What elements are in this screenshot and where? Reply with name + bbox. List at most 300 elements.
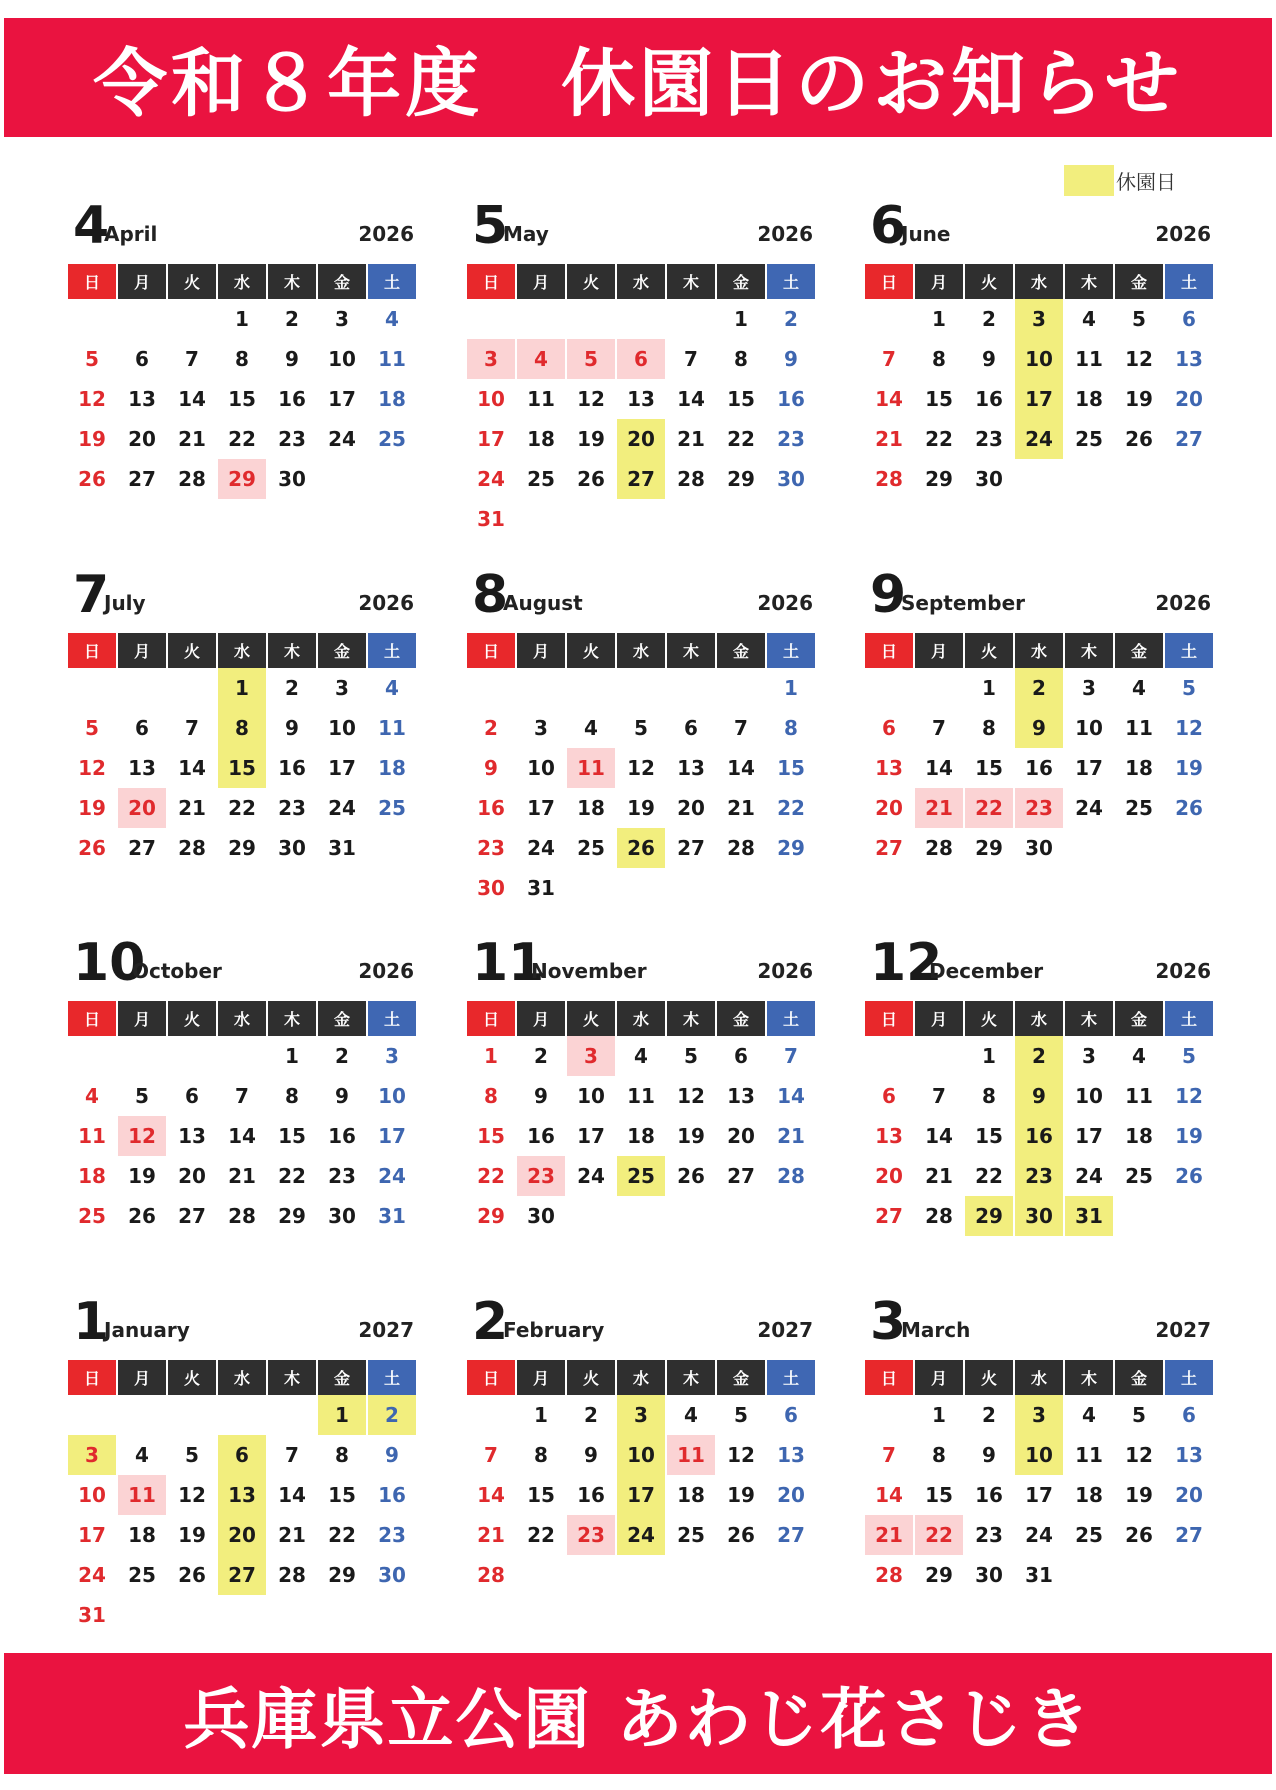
day-cell: 14: [777, 1084, 805, 1108]
day-cell: 19: [128, 1164, 156, 1188]
empty-cell: [865, 1395, 913, 1435]
day-cell: 8: [335, 1443, 349, 1467]
day-cell: 5: [634, 716, 648, 740]
day-cell: 5: [185, 1443, 199, 1467]
day-cell-closed: 2: [368, 1395, 416, 1435]
empty-cell: [865, 299, 913, 339]
day-cell: 20: [1175, 387, 1203, 411]
weekday-header: [68, 1001, 418, 1036]
day-cell: 23: [777, 427, 805, 451]
day-cell: 29: [218, 459, 266, 499]
day-cell: 8: [932, 1443, 946, 1467]
day-cell: 1: [734, 307, 748, 331]
day-cell-closed: 29: [965, 1196, 1013, 1236]
day-cell: 14: [875, 387, 903, 411]
day-cell: 17: [1075, 756, 1103, 780]
day-cell: 22: [915, 1515, 963, 1555]
day-cell: 7: [882, 347, 896, 371]
day-cell: 23: [328, 1164, 356, 1188]
weekday-label: 火: [168, 1360, 216, 1395]
weekday-label: 水: [1015, 264, 1063, 299]
day-cell-closed: 6: [218, 1435, 266, 1475]
empty-cell: [118, 299, 166, 339]
day-cell: 11: [1075, 1443, 1103, 1467]
day-cell: 11: [118, 1475, 166, 1515]
day-cell: 10: [1075, 716, 1103, 740]
day-grid: [467, 1395, 817, 1595]
month-number: 2: [472, 1292, 509, 1352]
day-cell: 27: [875, 1204, 903, 1228]
month-name: August: [503, 591, 583, 615]
day-cell: 30: [477, 876, 505, 900]
day-cell: 24: [477, 467, 505, 491]
empty-cell: [865, 1036, 913, 1076]
day-cell: 9: [584, 1443, 598, 1467]
weekday-label: 土: [1165, 1001, 1213, 1036]
day-cell: 26: [128, 1204, 156, 1228]
day-cell: 3: [1082, 676, 1096, 700]
weekday-label: 月: [915, 1360, 963, 1395]
day-grid: [865, 299, 1215, 499]
day-cell: 8: [784, 716, 798, 740]
weekday-label: 木: [1065, 264, 1113, 299]
day-cell: 14: [477, 1483, 505, 1507]
day-cell: 26: [1175, 796, 1203, 820]
weekday-label: 火: [965, 1001, 1013, 1036]
day-cell: 12: [727, 1443, 755, 1467]
day-cell-closed: 20: [218, 1515, 266, 1555]
weekday-label: 火: [168, 1001, 216, 1036]
day-cell: 13: [677, 756, 705, 780]
month-name: September: [901, 591, 1025, 615]
day-cell: 18: [128, 1523, 156, 1547]
month-header: [865, 935, 1215, 1001]
day-cell: 21: [727, 796, 755, 820]
weekday-label: 土: [368, 1001, 416, 1036]
day-cell: 16: [378, 1483, 406, 1507]
day-cell: 3: [567, 1036, 615, 1076]
day-cell: 11: [78, 1124, 106, 1148]
day-cell: 26: [727, 1523, 755, 1547]
day-cell: 20: [777, 1483, 805, 1507]
day-cell: 21: [228, 1164, 256, 1188]
day-cell: 15: [975, 756, 1003, 780]
weekday-label: 木: [667, 264, 715, 299]
day-cell: 11: [1125, 716, 1153, 740]
weekday-label: 月: [915, 264, 963, 299]
day-cell-closed: 10: [1015, 339, 1063, 379]
month-year: 2026: [757, 959, 813, 983]
month-year: 2026: [757, 222, 813, 246]
day-cell: 28: [875, 1563, 903, 1587]
day-cell: 20: [128, 427, 156, 451]
weekday-label: 水: [1015, 633, 1063, 668]
day-cell: 2: [335, 1044, 349, 1068]
day-cell: 20: [1175, 1483, 1203, 1507]
day-cell: 1: [932, 307, 946, 331]
empty-cell: [68, 299, 116, 339]
weekday-label: 木: [268, 264, 316, 299]
empty-cell: [168, 1395, 216, 1435]
day-cell: 30: [1025, 836, 1053, 860]
month-calendar: [865, 1294, 1215, 1595]
day-cell: 7: [734, 716, 748, 740]
day-cell: 8: [484, 1084, 498, 1108]
day-cell: 21: [178, 427, 206, 451]
day-cell-closed: 26: [617, 828, 665, 868]
day-cell: 30: [777, 467, 805, 491]
month-header: [467, 567, 817, 633]
day-cell: 14: [178, 756, 206, 780]
day-cell: 2: [584, 1403, 598, 1427]
day-cell: 27: [727, 1164, 755, 1188]
day-cell-closed: 10: [617, 1435, 665, 1475]
day-cell: 19: [1125, 1483, 1153, 1507]
day-cell: 5: [135, 1084, 149, 1108]
day-cell: 9: [982, 1443, 996, 1467]
day-cell: 24: [1075, 796, 1103, 820]
month-header: [68, 198, 418, 264]
day-cell: 13: [875, 1124, 903, 1148]
day-cell: 6: [185, 1084, 199, 1108]
day-cell: 29: [278, 1204, 306, 1228]
day-cell: 18: [1125, 756, 1153, 780]
weekday-label: 木: [1065, 1360, 1113, 1395]
weekday-label: 土: [767, 1001, 815, 1036]
day-cell-closed: 8: [218, 708, 266, 748]
day-cell: 15: [777, 756, 805, 780]
weekday-label: 火: [965, 633, 1013, 668]
weekday-label: 月: [517, 264, 565, 299]
day-cell: 24: [328, 427, 356, 451]
day-grid: [68, 1036, 418, 1236]
day-cell: 12: [1125, 1443, 1153, 1467]
month-name: January: [104, 1318, 190, 1342]
day-cell: 6: [882, 716, 896, 740]
weekday-label: 日: [865, 264, 913, 299]
day-cell: 18: [1075, 387, 1103, 411]
day-cell: 14: [875, 1483, 903, 1507]
day-cell: 20: [178, 1164, 206, 1188]
day-cell-closed: 1: [218, 668, 266, 708]
day-cell: 1: [235, 307, 249, 331]
month-year: 2026: [358, 222, 414, 246]
day-cell: 7: [235, 1084, 249, 1108]
weekday-header: [467, 1001, 817, 1036]
day-grid: [467, 668, 817, 908]
day-cell: 19: [627, 796, 655, 820]
day-cell: 6: [1182, 307, 1196, 331]
weekday-label: 日: [865, 1001, 913, 1036]
day-cell: 14: [278, 1483, 306, 1507]
day-cell: 2: [285, 307, 299, 331]
legend-swatch: [1064, 165, 1114, 196]
day-cell: 18: [78, 1164, 106, 1188]
empty-cell: [915, 1036, 963, 1076]
day-cell: 5: [85, 347, 99, 371]
month-calendar: [68, 567, 418, 868]
day-cell-closed: 3: [1015, 1395, 1063, 1435]
month-number: 6: [870, 196, 907, 256]
day-cell: 16: [278, 387, 306, 411]
day-cell: 18: [1075, 1483, 1103, 1507]
weekday-header: [467, 633, 817, 668]
day-grid: [865, 668, 1215, 868]
month-calendar: [68, 935, 418, 1236]
day-cell: 16: [577, 1483, 605, 1507]
day-cell: 22: [278, 1164, 306, 1188]
empty-cell: [667, 299, 715, 339]
weekday-label: 水: [218, 1360, 266, 1395]
empty-cell: [617, 299, 665, 339]
day-cell: 12: [1125, 347, 1153, 371]
day-cell: 8: [982, 1084, 996, 1108]
day-cell: 8: [982, 716, 996, 740]
day-cell: 16: [975, 1483, 1003, 1507]
empty-cell: [118, 1036, 166, 1076]
day-cell: 17: [78, 1523, 106, 1547]
day-cell: 1: [784, 676, 798, 700]
day-cell: 9: [285, 716, 299, 740]
weekday-label: 日: [467, 633, 515, 668]
day-cell: 2: [285, 676, 299, 700]
day-cell: 13: [128, 387, 156, 411]
day-cell: 9: [784, 347, 798, 371]
day-cell: 4: [385, 676, 399, 700]
day-cell: 24: [78, 1563, 106, 1587]
day-cell: 9: [335, 1084, 349, 1108]
day-cell: 22: [965, 788, 1013, 828]
weekday-label: 月: [118, 1001, 166, 1036]
weekday-label: 月: [915, 633, 963, 668]
day-cell: 14: [228, 1124, 256, 1148]
day-cell: 13: [128, 756, 156, 780]
day-cell: 24: [1075, 1164, 1103, 1188]
day-grid: [467, 1036, 817, 1236]
day-cell: 10: [328, 716, 356, 740]
day-cell-closed: 15: [218, 748, 266, 788]
day-cell-closed: 9: [1015, 708, 1063, 748]
day-cell: 25: [378, 427, 406, 451]
day-cell: 6: [882, 1084, 896, 1108]
day-cell: 28: [477, 1563, 505, 1587]
weekday-label: 金: [717, 1360, 765, 1395]
day-cell: 1: [534, 1403, 548, 1427]
weekday-label: 火: [567, 1001, 615, 1036]
day-cell: 29: [925, 467, 953, 491]
day-cell: 12: [78, 756, 106, 780]
month-header: [865, 567, 1215, 633]
day-cell: 27: [178, 1204, 206, 1228]
weekday-label: 月: [517, 633, 565, 668]
day-cell: 4: [85, 1084, 99, 1108]
month-year: 2027: [1155, 1318, 1211, 1342]
day-cell-closed: 3: [617, 1395, 665, 1435]
day-cell-closed: 24: [617, 1515, 665, 1555]
day-cell: 18: [577, 796, 605, 820]
month-year: 2026: [757, 591, 813, 615]
legend-label: 休園日: [1116, 170, 1176, 194]
day-cell: 4: [1132, 676, 1146, 700]
day-cell: 16: [328, 1124, 356, 1148]
day-cell: 12: [677, 1084, 705, 1108]
day-cell: 10: [527, 756, 555, 780]
day-cell: 31: [477, 507, 505, 531]
day-cell: 5: [1182, 1044, 1196, 1068]
month-year: 2026: [358, 959, 414, 983]
day-cell: 10: [1075, 1084, 1103, 1108]
day-cell: 8: [235, 347, 249, 371]
weekday-label: 日: [68, 633, 116, 668]
weekday-label: 月: [118, 264, 166, 299]
month-year: 2026: [1155, 222, 1211, 246]
day-cell-closed: 3: [1015, 299, 1063, 339]
day-cell: 18: [627, 1124, 655, 1148]
day-cell: 20: [727, 1124, 755, 1148]
day-cell: 23: [378, 1523, 406, 1547]
weekday-label: 木: [268, 1001, 316, 1036]
day-cell: 7: [185, 347, 199, 371]
day-cell: 26: [577, 467, 605, 491]
day-cell: 21: [777, 1124, 805, 1148]
day-cell: 4: [135, 1443, 149, 1467]
day-cell: 27: [677, 836, 705, 860]
weekday-label: 木: [268, 1360, 316, 1395]
day-cell: 6: [1182, 1403, 1196, 1427]
day-cell: 30: [975, 1563, 1003, 1587]
month-year: 2026: [1155, 959, 1211, 983]
day-cell: 17: [1025, 1483, 1053, 1507]
day-cell: 21: [915, 788, 963, 828]
month-number: 9: [870, 565, 907, 625]
weekday-label: 火: [168, 264, 216, 299]
day-cell: 4: [684, 1403, 698, 1427]
page-title: 令和８年度 休園日のお知らせ: [4, 18, 1272, 137]
day-cell-closed: 2: [1015, 668, 1063, 708]
weekday-label: 月: [517, 1001, 565, 1036]
day-cell: 25: [1075, 1523, 1103, 1547]
day-cell: 23: [975, 427, 1003, 451]
day-cell: 30: [527, 1204, 555, 1228]
day-grid: [467, 299, 817, 539]
day-cell: 27: [128, 836, 156, 860]
day-cell: 21: [477, 1523, 505, 1547]
day-cell: 10: [477, 387, 505, 411]
weekday-label: 日: [467, 1360, 515, 1395]
day-cell: 6: [135, 347, 149, 371]
day-cell: 25: [1125, 796, 1153, 820]
day-cell: 21: [677, 427, 705, 451]
day-cell: 25: [128, 1563, 156, 1587]
day-cell: 18: [1125, 1124, 1153, 1148]
month-year: 2026: [358, 591, 414, 615]
day-cell: 16: [477, 796, 505, 820]
day-cell: 17: [477, 427, 505, 451]
day-cell-closed: 24: [1015, 419, 1063, 459]
month-calendar: [467, 567, 817, 908]
day-cell: 15: [278, 1124, 306, 1148]
month-header: [865, 1294, 1215, 1360]
day-cell: 12: [178, 1483, 206, 1507]
weekday-label: 月: [118, 1360, 166, 1395]
day-cell: 11: [1125, 1084, 1153, 1108]
day-cell-closed: 27: [218, 1555, 266, 1595]
day-cell: 15: [727, 387, 755, 411]
day-cell: 6: [784, 1403, 798, 1427]
day-cell-closed: 2: [1015, 1036, 1063, 1076]
day-cell-closed: 25: [617, 1156, 665, 1196]
day-cell: 31: [328, 836, 356, 860]
month-calendar: [865, 198, 1215, 499]
day-cell: 17: [527, 796, 555, 820]
weekday-header: [68, 633, 418, 668]
day-cell: 19: [178, 1523, 206, 1547]
day-cell: 22: [228, 427, 256, 451]
weekday-label: 土: [368, 633, 416, 668]
weekday-header: [467, 264, 817, 299]
day-cell: 28: [278, 1563, 306, 1587]
day-cell: 4: [1082, 1403, 1096, 1427]
day-cell: 7: [932, 1084, 946, 1108]
day-cell: 15: [228, 387, 256, 411]
empty-cell: [617, 668, 665, 708]
day-cell: 4: [1082, 307, 1096, 331]
day-cell: 24: [1025, 1523, 1053, 1547]
weekday-label: 金: [318, 1001, 366, 1036]
weekday-label: 金: [1115, 1001, 1163, 1036]
day-cell: 7: [285, 1443, 299, 1467]
day-cell: 28: [677, 467, 705, 491]
day-cell: 15: [527, 1483, 555, 1507]
day-cell: 23: [278, 796, 306, 820]
weekday-label: 日: [865, 633, 913, 668]
park-name-footer: 兵庫県立公園 あわじ花さじき: [4, 1653, 1272, 1774]
day-cell: 22: [975, 1164, 1003, 1188]
day-cell: 26: [78, 836, 106, 860]
day-cell-closed: 27: [617, 459, 665, 499]
day-cell: 3: [534, 716, 548, 740]
weekday-label: 土: [1165, 1360, 1213, 1395]
day-cell: 27: [1175, 427, 1203, 451]
day-cell: 12: [1175, 1084, 1203, 1108]
day-cell: 13: [178, 1124, 206, 1148]
day-cell: 26: [1175, 1164, 1203, 1188]
day-cell: 29: [228, 836, 256, 860]
day-cell: 7: [484, 1443, 498, 1467]
day-cell: 17: [1075, 1124, 1103, 1148]
empty-cell: [168, 668, 216, 708]
day-cell: 17: [328, 756, 356, 780]
day-cell: 18: [378, 387, 406, 411]
month-name: March: [901, 1318, 971, 1342]
day-cell-closed: 16: [1015, 1116, 1063, 1156]
day-cell: 12: [1175, 716, 1203, 740]
empty-cell: [218, 1036, 266, 1076]
day-cell: 11: [527, 387, 555, 411]
day-cell: 12: [118, 1116, 166, 1156]
day-cell: 21: [278, 1523, 306, 1547]
day-cell: 29: [975, 836, 1003, 860]
empty-cell: [567, 299, 615, 339]
day-cell: 20: [677, 796, 705, 820]
day-cell: 10: [378, 1084, 406, 1108]
day-cell: 11: [627, 1084, 655, 1108]
day-cell: 6: [684, 716, 698, 740]
day-cell: 4: [385, 307, 399, 331]
day-cell: 30: [378, 1563, 406, 1587]
weekday-label: 木: [268, 633, 316, 668]
day-cell: 24: [527, 836, 555, 860]
